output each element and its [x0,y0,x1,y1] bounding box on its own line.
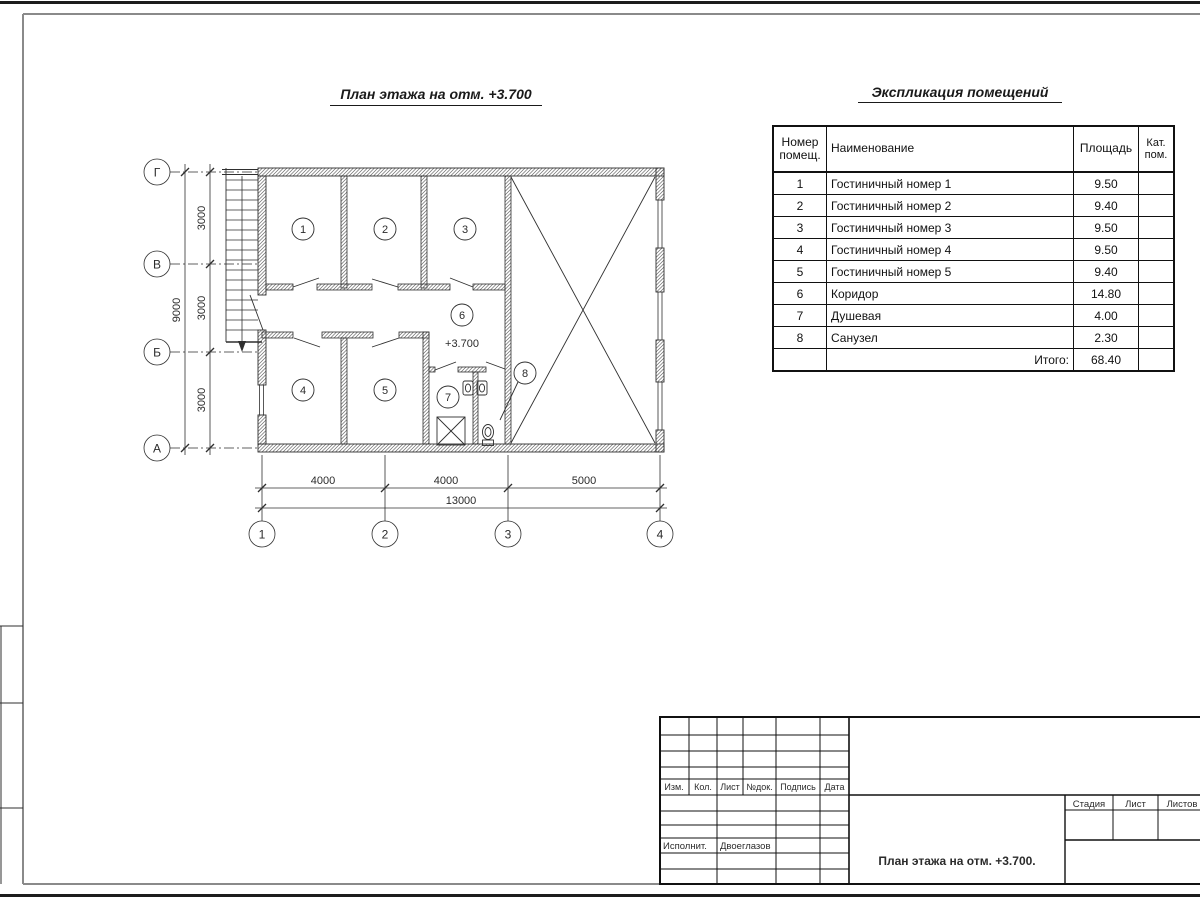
room-number: 4 [773,239,827,261]
svg-text:4000: 4000 [433,475,459,487]
svg-text:В: В [152,257,162,272]
svg-text:Изм.: Изм. [664,782,684,792]
room-number: 7 [773,305,827,327]
room-tag-5 [374,379,396,401]
svg-text:3000: 3000 [196,295,208,321]
title-block-headers [664,782,844,792]
room-number: 2 [773,195,827,217]
interior-partitions [262,176,511,444]
axis-bubble-g [144,159,170,185]
svg-text:2: 2 [381,224,389,236]
svg-text:Лист: Лист [720,782,740,792]
svg-text:Дата: Дата [824,782,845,792]
level-mark: +3.700 [445,338,479,350]
room-name: Гостиничный номер 2 [827,195,1074,217]
svg-text:6: 6 [458,310,466,322]
scan-edge-bottom [0,894,1200,897]
total-area: 68.40 [1074,349,1139,372]
svg-text:4: 4 [656,527,664,542]
axis-bubble-1 [249,521,275,547]
room-name: Гостиничный номер 1 [827,172,1074,195]
svg-text:Кол.: Кол. [694,782,712,792]
svg-text:5: 5 [381,385,389,397]
room-tag-1 [292,218,314,240]
room-number: 3 [773,217,827,239]
room-tag-6 [451,304,473,326]
window-glazing [658,200,662,430]
room-area: 9.50 [1074,172,1139,195]
toilet [483,425,494,446]
room-area: 9.50 [1074,239,1139,261]
svg-text:13000: 13000 [445,495,477,507]
room-area: 9.40 [1074,261,1139,283]
axis-bubble-3 [495,521,521,547]
col-header-name: Наименование [827,126,1074,172]
axis-bubble-2 [372,521,398,547]
stage-label: Стадия [1072,799,1106,810]
staircase [222,168,262,352]
fixtures [437,381,494,446]
svg-text:3: 3 [504,527,512,542]
svg-text:Г: Г [153,165,161,180]
schedule-title: Экспликация помещений [790,84,1130,103]
title-block-caption: План этажа на отм. +3.700. [878,854,1036,868]
col-header-area: Площадь [1074,126,1139,172]
svg-text:7: 7 [444,392,452,404]
svg-text:3: 3 [461,224,469,236]
sheets-label: Листов [1166,799,1198,810]
svg-text:5000: 5000 [571,475,597,487]
svg-text:Подпись: Подпись [780,782,816,792]
room-name: Гостиничный номер 4 [827,239,1074,261]
room-area: 9.40 [1074,195,1139,217]
stair-down-arrow [238,341,246,352]
svg-text:8: 8 [521,368,529,380]
title-block [660,717,1200,884]
room-tag-2 [374,218,396,240]
plan-title: План этажа на отм. +3.700 [316,86,556,106]
scan-edge-top [0,1,1200,4]
room-number: 1 [773,172,827,195]
svg-text:Б: Б [153,345,161,360]
svg-text:А: А [152,441,162,456]
room-tag-4 [292,379,314,401]
room-tag-3 [454,218,476,240]
grid-bottom [249,455,673,547]
room-name: Гостиничный номер 5 [827,261,1074,283]
room-area: 9.50 [1074,217,1139,239]
room-name: Санузел [827,327,1074,349]
axis-bubble-a [144,435,170,461]
room-tag-7 [437,386,459,408]
room-tag-8 [514,362,536,384]
shower-tray [437,417,465,445]
room-name: Коридор [827,283,1074,305]
sink-right [477,381,487,395]
axis-bubble-v [144,251,170,277]
room-area: 2.30 [1074,327,1139,349]
executor-name: Двоеглазов [720,841,771,852]
axis-bubble-b [144,339,170,365]
room-number: 6 [773,283,827,305]
svg-text:1: 1 [299,224,307,236]
room-area: 4.00 [1074,305,1139,327]
crossed-area [511,177,655,443]
total-label: Итого: [827,349,1074,372]
room-name: Душевая [827,305,1074,327]
col-header-cat: Кат. пом. [1139,126,1175,172]
svg-text:3000: 3000 [196,205,208,231]
room-name: Гостиничный номер 3 [827,217,1074,239]
dim-labels-left [171,206,208,412]
room-number: 5 [773,261,827,283]
title-block-stage [1073,799,1198,810]
left-margin-boxes [0,626,23,884]
svg-text:1: 1 [258,527,266,542]
svg-text:3000: 3000 [196,387,208,413]
door-leaves [250,278,505,370]
dim-labels-bottom [311,475,596,507]
svg-text:9000: 9000 [171,297,183,323]
svg-text:4000: 4000 [310,475,336,487]
axis-bubble-4 [647,521,673,547]
svg-text:№док.: №док. [746,782,773,792]
room-tags [292,218,536,420]
svg-text:4: 4 [299,385,307,397]
sheet-label: Лист [1125,799,1146,810]
sink-left [463,381,473,395]
room-area: 14.80 [1074,283,1139,305]
executor-label: Исполнит. [663,841,707,852]
col-header-number: Номер помещ. [773,126,827,172]
svg-text:2: 2 [381,527,389,542]
room-number: 8 [773,327,827,349]
